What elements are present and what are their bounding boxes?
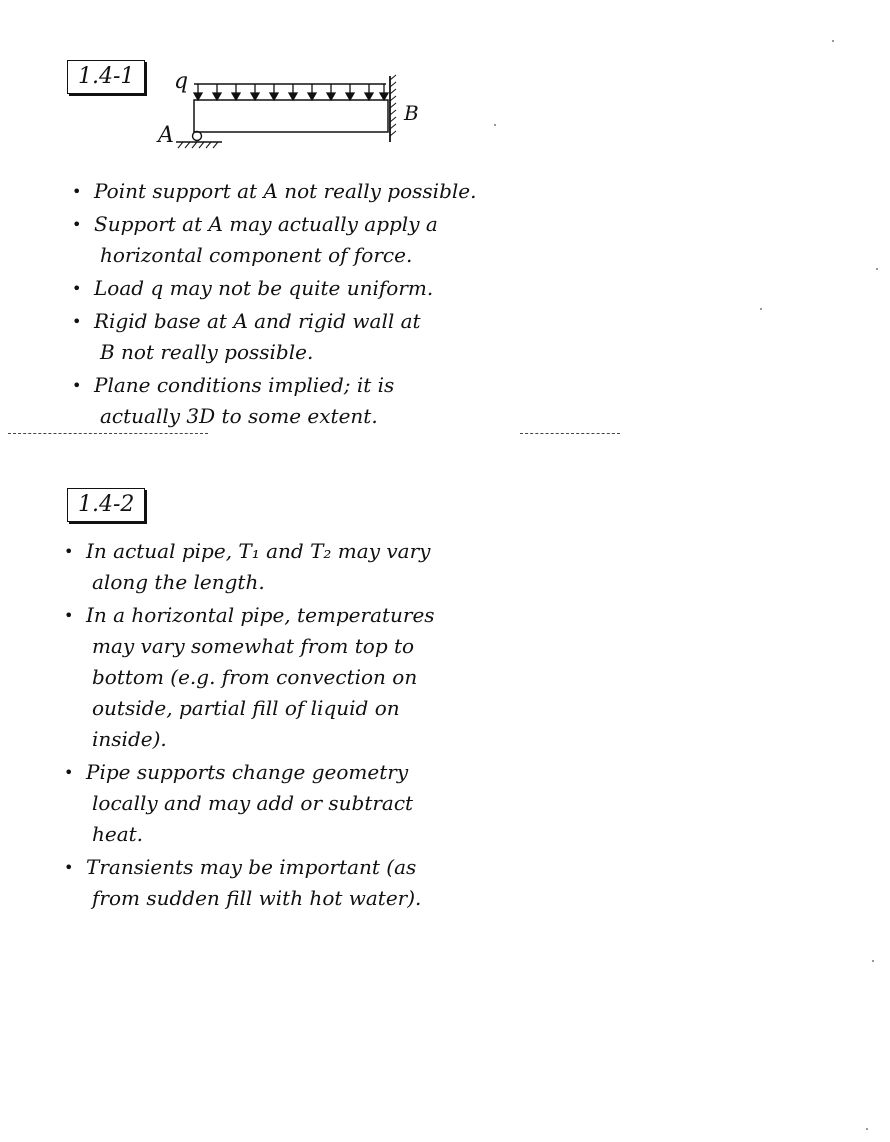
bullet-item: • Support at A may actually apply a horizontal component of force. xyxy=(72,209,476,271)
bullet-item: • In actual pipe, T₁ and T₂ may vary along the length. xyxy=(64,536,435,598)
load-arrow xyxy=(289,84,297,100)
load-arrow xyxy=(365,84,373,100)
separator-right xyxy=(520,433,620,434)
scan-speck xyxy=(876,268,878,270)
beam-diagram xyxy=(150,62,450,162)
load-arrow xyxy=(251,84,259,100)
beam xyxy=(194,100,388,132)
bullet-item: • In a horizontal pipe, temperatures may vary somewhat from top to bottom (e.g. from convection on outside, partial fill of liquid on inside). xyxy=(64,600,435,755)
bullet-item: • Transients may be important (as from sudden fill with hot water). xyxy=(64,852,435,914)
scan-speck xyxy=(760,308,762,310)
load-arrow xyxy=(213,84,221,100)
separator-left xyxy=(8,433,208,434)
load-arrow xyxy=(346,84,354,100)
load-arrow xyxy=(194,84,202,100)
support-a-label: A xyxy=(158,123,174,148)
load-arrow xyxy=(308,84,316,100)
scan-speck xyxy=(866,1128,868,1130)
bullet-item: • Pipe supports change geometry locally and may add or subtract heat. xyxy=(64,757,435,850)
bullet-item: • Rigid base at A and rigid wall at B not really possible. xyxy=(72,306,476,368)
bullet-item: • Plane conditions implied; it is actually 3D to some extent. xyxy=(72,370,476,432)
load-label: q xyxy=(174,69,189,94)
load-arrow xyxy=(380,84,388,100)
load-arrow xyxy=(232,84,240,100)
support-a-hatching xyxy=(178,142,218,148)
wall-b-label: B xyxy=(404,101,419,125)
bullet-item: • Load q may not be quite uniform. xyxy=(72,273,476,304)
scan-speck xyxy=(832,40,834,42)
problem-1-label: 1.4-1 xyxy=(67,60,145,94)
load-arrow xyxy=(270,84,278,100)
problem-2-bullets xyxy=(64,536,435,914)
load-arrow xyxy=(327,84,335,100)
bullet-item: • Point support at A not really possible. xyxy=(72,176,476,207)
scan-speck xyxy=(872,960,874,962)
support-a-roller xyxy=(193,132,202,141)
scan-speck xyxy=(494,124,496,126)
load-arrows xyxy=(194,84,388,100)
problem-2-label: 1.4-2 xyxy=(67,488,145,522)
problem-1-bullets xyxy=(72,176,476,432)
